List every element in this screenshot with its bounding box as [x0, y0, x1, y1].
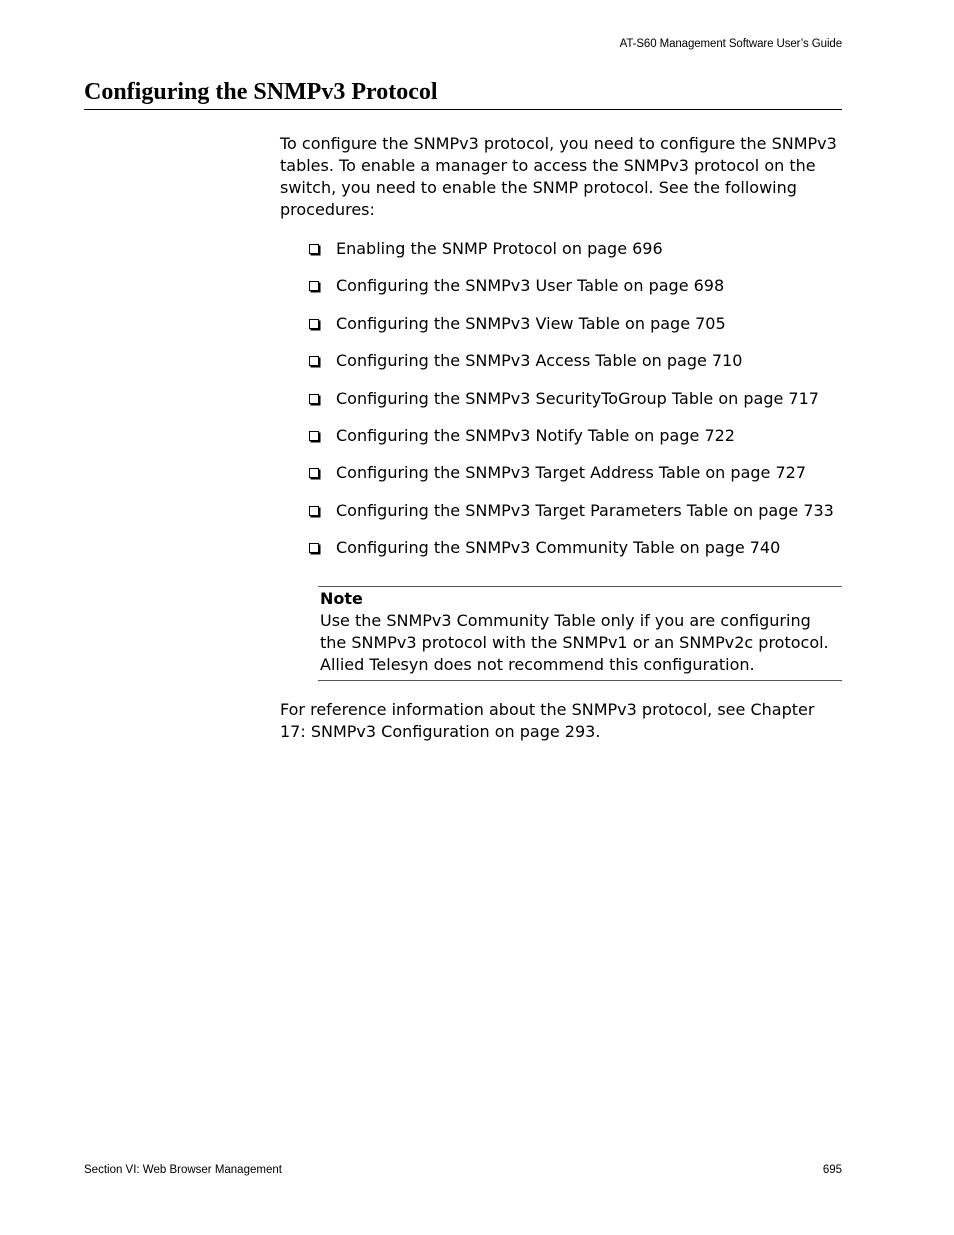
list-item[interactable]: [308, 500, 834, 537]
footer-section-label: Section VI: Web Browser Management: [84, 1164, 282, 1176]
checkbox-bullet-icon: [309, 244, 319, 254]
procedure-link[interactable]: Configuring the SNMPv3 User Table on page 698: [336, 276, 725, 296]
checkbox-bullet-icon: [309, 356, 319, 366]
procedure-link[interactable]: Configuring the SNMPv3 Access Table on page 710: [336, 351, 743, 371]
procedure-link[interactable]: Configuring the SNMPv3 Target Address Table on page 727: [336, 463, 806, 483]
list-item[interactable]: [308, 425, 834, 462]
running-header: AT-S60 Management Software User’s Guide: [619, 38, 842, 50]
checkbox-bullet-icon: [309, 506, 319, 516]
checkbox-bullet-icon: [309, 281, 319, 291]
list-item[interactable]: [308, 313, 834, 350]
procedure-link[interactable]: Configuring the SNMPv3 View Table on page 705: [336, 313, 726, 333]
footer-page-number: 695: [822, 1164, 842, 1176]
note-box: [318, 586, 842, 681]
checkbox-bullet-icon: [309, 394, 319, 404]
checkbox-bullet-icon: [309, 319, 319, 329]
procedure-link[interactable]: Enabling the SNMP Protocol on page 696: [336, 239, 663, 258]
procedure-link[interactable]: Configuring the SNMPv3 Target Parameters Table on page 733: [336, 500, 834, 520]
procedure-link[interactable]: Configuring the SNMPv3 Community Table on page 740: [336, 538, 781, 558]
list-item[interactable]: [308, 350, 834, 387]
procedure-link[interactable]: Configuring the SNMPv3 Notify Table on page 722: [336, 425, 735, 445]
section-title: Configuring the SNMPv3 Protocol: [84, 76, 842, 110]
reference-paragraph: For reference information about the SNMPv3 protocol, see Chapter 17: SNMPv3 Configuration on page 293.: [280, 700, 815, 741]
intro-paragraph: To configure the SNMPv3 protocol, you need to configure the SNMPv3 tables. To enable a manager to access the SNMPv3 protocol on the switch, you need to enable the SNMP protocol. See the following procedures:: [280, 134, 837, 219]
list-item[interactable]: [308, 238, 834, 275]
list-item[interactable]: [308, 275, 834, 312]
checkbox-bullet-icon: [309, 468, 319, 478]
note-body: Use the SNMPv3 Community Table only if you are configuring the SNMPv3 protocol with the SNMPv1 or an SNMPv2c protocol. Allied Telesyn does not recommend this configuration.: [320, 611, 829, 674]
checkbox-bullet-icon: [309, 543, 319, 553]
note-title: Note: [320, 589, 363, 608]
procedure-link[interactable]: Configuring the SNMPv3 SecurityToGroup Table on page 717: [336, 388, 819, 408]
procedure-list: [308, 238, 834, 575]
list-item[interactable]: [308, 537, 834, 574]
list-item[interactable]: [308, 462, 834, 499]
list-item[interactable]: [308, 388, 834, 425]
checkbox-bullet-icon: [309, 431, 319, 441]
